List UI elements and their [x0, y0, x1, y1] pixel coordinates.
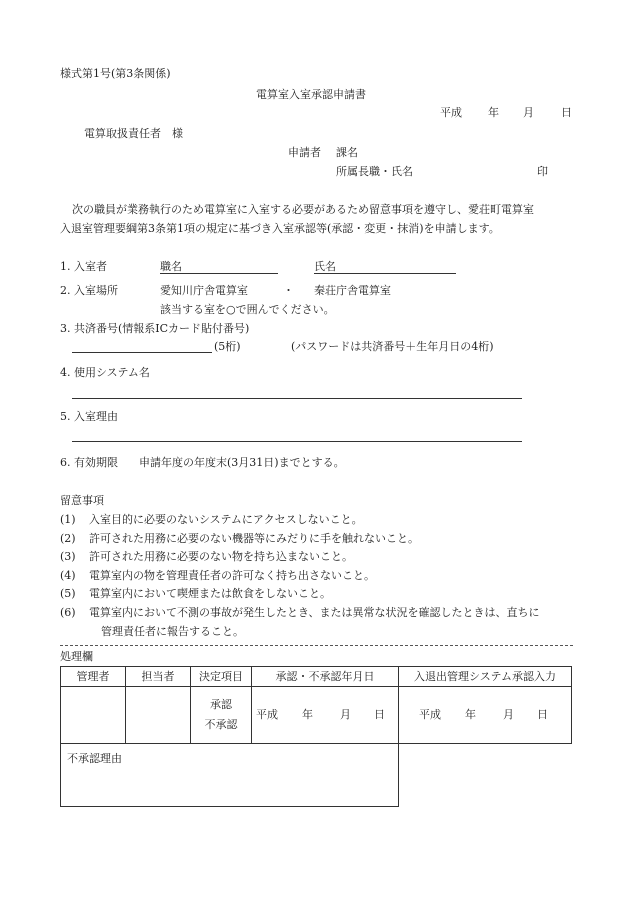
decision-reject[interactable]: 不承認 — [204, 718, 238, 731]
mutual-aid-digits: (5桁) — [214, 340, 241, 353]
place-option-aichigawa[interactable]: 愛知川庁舎電算室 — [160, 284, 248, 297]
decision-cell[interactable] — [191, 687, 252, 744]
applicant-label: 申請者 — [288, 146, 321, 159]
form-number: 様式第1号(第3条関係) — [60, 67, 171, 80]
header-staff: 担当者 — [126, 667, 191, 687]
note-text: 電算室内の物を管理責任者の許可なく持ち出さないこと。 — [89, 569, 375, 582]
decision-approve[interactable]: 承認 — [210, 698, 232, 711]
header-manager: 管理者 — [61, 667, 126, 687]
date-day: 日 — [561, 106, 572, 119]
reason-field[interactable] — [72, 441, 522, 442]
date-era: 平成 — [419, 708, 441, 721]
header-approval-date: 承認・不承認年月日 — [252, 667, 399, 687]
date-year: 年 — [488, 106, 499, 119]
system-field[interactable] — [72, 398, 522, 399]
mutual-aid-label: 3. 共済番号(情報系ICカード貼付番号) — [60, 322, 250, 335]
applicant-position-name: 所属長職・氏名 — [336, 165, 413, 178]
entrant-label: 1. 入室者 — [60, 260, 107, 273]
manager-cell[interactable] — [61, 687, 126, 744]
date-era: 平成 — [440, 106, 462, 119]
header-system-input: 入退出管理システム承認入力 — [399, 667, 572, 687]
application-date — [440, 106, 572, 120]
system-input-cell[interactable] — [399, 687, 572, 744]
system-label: 4. 使用システム名 — [60, 366, 150, 379]
note-num: (6) — [60, 606, 76, 619]
entrant-position-field[interactable] — [160, 273, 278, 274]
date-month: 月 — [523, 106, 534, 119]
validity-text: 申請年度の年度末(3月31日)までとする。 — [139, 456, 345, 469]
note-text: 電算室内において喫煙または飲食をしないこと。 — [89, 587, 331, 600]
place-note: 該当する室を○で囲んでください。 — [160, 303, 335, 316]
date-day: 日 — [374, 708, 385, 721]
note-text: 許可された用務に必要のない物を持ち込まないこと。 — [89, 550, 353, 563]
staff-cell[interactable] — [126, 687, 191, 744]
rejection-reason-label: 不承認理由 — [67, 752, 122, 765]
note-num: (1) — [60, 513, 76, 526]
mutual-aid-field[interactable] — [72, 352, 212, 353]
processing-table — [60, 666, 572, 744]
date-era: 平成 — [256, 708, 278, 721]
seal-mark: 印 — [537, 165, 548, 178]
form-title: 電算室入室承認申請書 — [256, 88, 366, 101]
header-decision: 決定項目 — [191, 667, 252, 687]
entrant-position: 職名 — [160, 260, 182, 273]
rejection-reason-box[interactable] — [60, 744, 399, 807]
entrant-name-field[interactable] — [314, 273, 456, 274]
date-month: 月 — [503, 708, 514, 721]
approval-date-cell[interactable] — [252, 687, 399, 744]
mutual-aid-note: (パスワードは共済番号＋生年月日の4桁) — [291, 340, 494, 353]
place-option-hatasho[interactable]: 秦荘庁舎電算室 — [314, 284, 391, 297]
date-day: 日 — [537, 708, 548, 721]
note-text-continued: 管理責任者に報告すること。 — [101, 625, 244, 638]
processing-label: 処理欄 — [60, 650, 93, 663]
note-num: (2) — [60, 532, 76, 545]
note-text: 電算室内において不測の事故が発生したとき、または異常な状況を確認したときは、直ちに — [89, 606, 540, 619]
intro-line-1: 次の職員が業務執行のため電算室に入室する必要があるため留意事項を遵守し、愛荘町電算室 — [72, 203, 534, 216]
applicant-dept: 課名 — [336, 146, 358, 159]
reason-label: 5. 入室理由 — [60, 410, 118, 423]
date-year: 年 — [465, 708, 476, 721]
notes-heading: 留意事項 — [60, 494, 104, 507]
intro-line-2: 入退室管理要綱第3条第1項の規定に基づき入室承認等(承認・変更・抹消)を申請します。 — [60, 222, 500, 235]
note-num: (5) — [60, 587, 76, 600]
entrant-name: 氏名 — [314, 260, 336, 273]
validity-label: 6. 有効期限 — [60, 456, 118, 469]
note-text: 入室目的に必要のないシステムにアクセスしないこと。 — [89, 513, 363, 526]
addressee: 電算取扱責任者 様 — [84, 127, 183, 140]
note-num: (3) — [60, 550, 76, 563]
date-year: 年 — [302, 708, 313, 721]
note-num: (4) — [60, 569, 76, 582]
date-month: 月 — [340, 708, 351, 721]
cut-line — [60, 645, 573, 646]
note-text: 許可された用務に必要のない機器等にみだりに手を触れないこと。 — [89, 532, 419, 545]
place-separator: ・ — [283, 284, 294, 297]
place-label: 2. 入室場所 — [60, 284, 118, 297]
